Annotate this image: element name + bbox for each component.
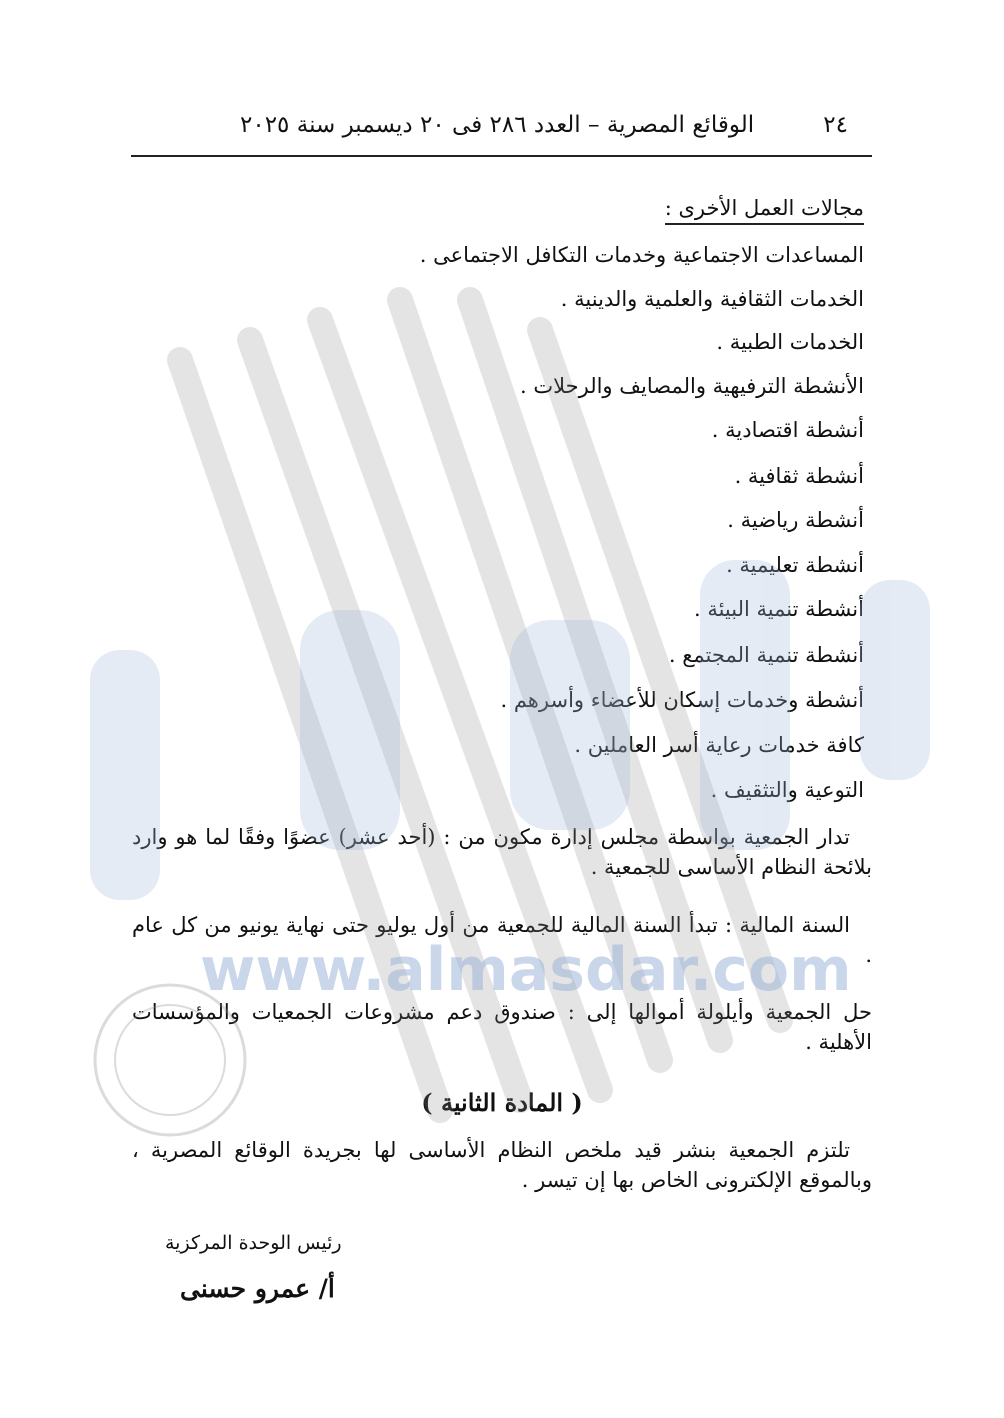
list-item: أنشطة رياضية . (727, 508, 864, 532)
section-heading (665, 193, 864, 223)
list-item: الخدمات الثقافية والعلمية والدينية . (560, 287, 864, 311)
page-number: ٢٤ (823, 112, 848, 138)
list-item: المساعدات الاجتماعية وخدمات التكافل الاجتماعى . (419, 243, 864, 267)
dissolution-paragraph: حل الجمعية وأيلولة أموالها إلى : صندوق دعم مشروعات الجمعيات والمؤسسات الأهلية . (132, 1000, 872, 1054)
list-item: الخدمات الطبية . (716, 330, 864, 354)
header-title: الوقائع المصرية – العدد ٢٨٦ فى ٢٠ ديسمبر سنة ٢٠٢٥ (240, 112, 755, 138)
header-divider (131, 155, 872, 157)
list-item: كافة خدمات رعاية أسر العاملين . (574, 733, 864, 757)
list-item: أنشطة تنمية المجتمع . (668, 643, 864, 667)
list-item: أنشطة تعليمية . (726, 553, 864, 577)
section-heading-text: مجالات العمل الأخرى : (665, 196, 864, 225)
watermark-url: www.almasdar.com (200, 935, 852, 1005)
article-two-body: تلتزم الجمعية بنشر قيد ملخص النظام الأساسى لها بجريدة الوقائع المصرية ، وبالموقع الإلكترونى الخاص بها إن تيسر . (132, 1138, 872, 1192)
board-paragraph: تدار الجمعية بواسطة مجلس إدارة مكون من : (أحد عشر) عضوًا وفقًا لما هو وارد بلائحة النظام الأساسى للجمعية . (132, 825, 872, 879)
list-item: التوعية والتثقيف . (710, 778, 864, 802)
list-item: أنشطة ثقافية . (734, 464, 864, 488)
fiscal-year-paragraph: السنة المالية : تبدأ السنة المالية للجمعية من أول يوليو حتى نهاية يونيو من كل عام . (132, 913, 872, 967)
signature-role: رئيس الوحدة المركزية (165, 1232, 342, 1254)
signature-name: أ/ عمرو حسنى (180, 1274, 335, 1303)
page-header (240, 112, 848, 148)
article-two-heading: ( المادة الثانية ) (421, 1088, 583, 1117)
list-item: أنشطة اقتصادية . (711, 418, 864, 442)
list-item: أنشطة وخدمات إسكان للأعضاء وأسرهم . (500, 688, 864, 712)
list-item: أنشطة تنمية البيئة . (693, 597, 864, 621)
list-item: الأنشطة الترفيهية والمصايف والرحلات . (519, 374, 864, 398)
